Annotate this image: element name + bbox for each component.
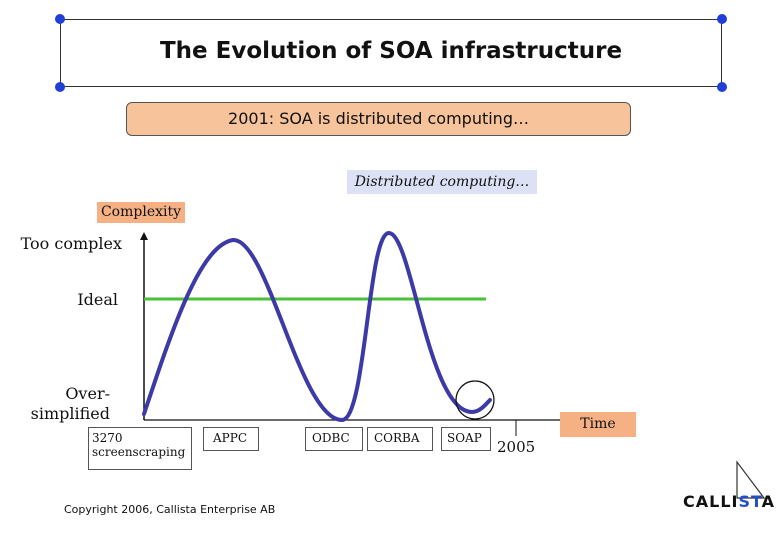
year-label: 2005 xyxy=(497,438,536,456)
complexity-axis-label: Complexity xyxy=(97,202,185,223)
logo-letters: A xyxy=(761,492,776,511)
complexity-curve xyxy=(144,233,490,420)
callista-logo xyxy=(683,492,775,511)
tech-odbc: ODBC xyxy=(305,427,363,451)
era-banner: 2001: SOA is distributed computing… xyxy=(126,102,631,136)
tech-appc: APPC xyxy=(203,427,259,451)
tech-soap: SOAP xyxy=(441,427,491,451)
tech-corba: CORBA xyxy=(367,427,433,451)
logo-letters: ST xyxy=(738,492,762,511)
level-oversimplified: Over- simplified xyxy=(30,384,110,423)
distributed-computing-note: Distributed computing… xyxy=(347,170,537,194)
level-ideal: Ideal xyxy=(77,290,118,309)
y-axis-arrow xyxy=(140,232,148,240)
slide-title: The Evolution of SOA infrastructure xyxy=(159,38,623,64)
logo-letters: CALLI xyxy=(683,492,739,511)
copyright-text: Copyright 2006, Callista Enterprise AB xyxy=(64,503,276,516)
level-too-complex: Too complex xyxy=(20,234,122,253)
tech-3270-screenscraping: 3270 screenscraping xyxy=(88,427,192,470)
time-axis-label: Time xyxy=(560,412,636,437)
